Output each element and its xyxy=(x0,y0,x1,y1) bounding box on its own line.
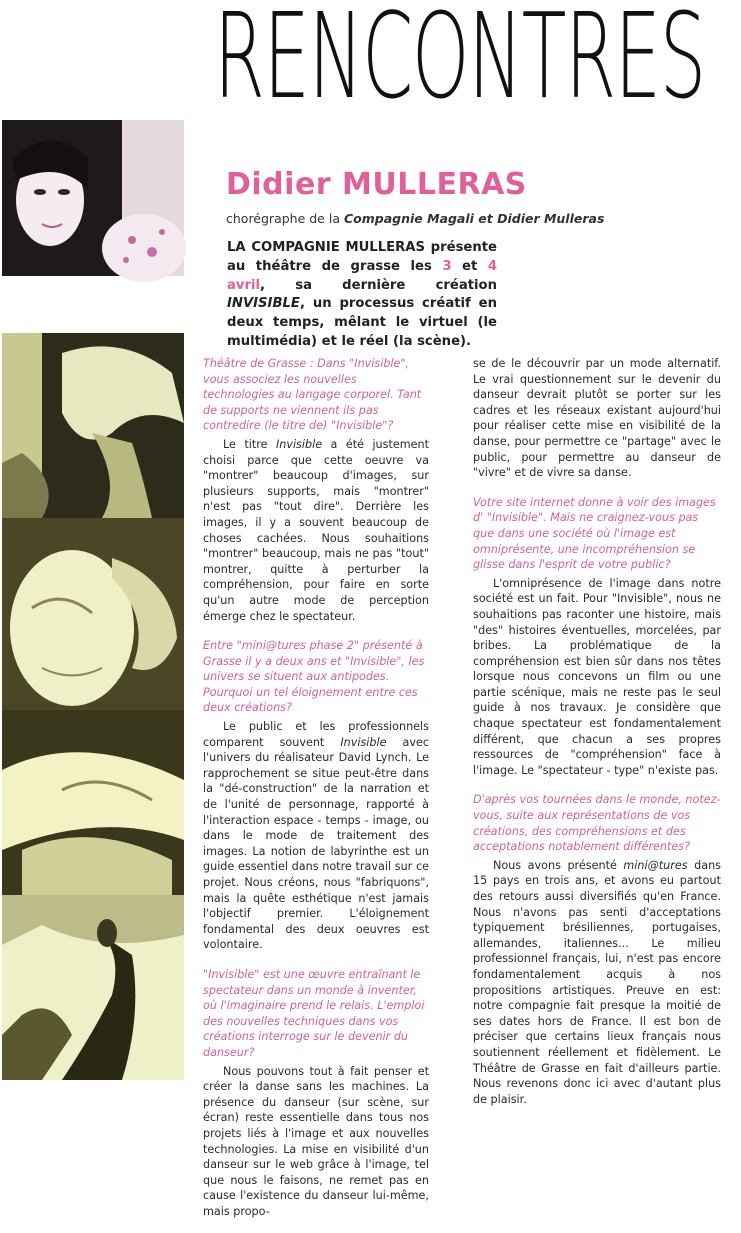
interview-answer xyxy=(203,719,429,953)
lead-text-2: , sa dernière création xyxy=(260,277,497,293)
lead-text-3: , un processus créatif en deux temps, mêlant le virtuel (le multimédia) et le réel (la scène). xyxy=(227,296,497,349)
lead-text-1: LA COMPAGNIE MULLERAS présente au théâtre de grasse les xyxy=(227,240,497,274)
interview-answer-continued: se de le découvrir par un mode alternatif. Le vrai questionnement sur le devenir du danseur devrait plutôt se porter sur les cadres et les réseaux existant aujourd'hui pour réaliser cette mise en visibilité de la danse, pour permettre ce "partage" avec le public, pour permettre au danseur de "vivre" et de vivre sa danse. xyxy=(473,357,721,480)
interview-question: Théâtre de Grasse : Dans "Invisible", vous associez les nouvelles technologies au langage corporel. Tant de supports ne viennent ils pas contredire (le titre de) "Invisible"? xyxy=(203,357,422,433)
answer-text: Nous avons présenté xyxy=(493,858,624,872)
lead-date-2: 4 avril xyxy=(227,258,497,293)
answer-text: Le titre xyxy=(223,437,276,451)
interview-question: "Invisible" est une œuvre entraînant le spectateur dans un monde à inventer, où l'imaginaire prend le relais. L'emploi des nouvelles techniques dans vos créations interroge sur le devenir du danseur? xyxy=(203,967,425,1059)
interview-answer xyxy=(203,437,429,624)
dancer-photo-1 xyxy=(2,333,184,518)
interview-question: D'après vos tournées dans le monde, notez-vous, suite aux représentations de vos créations, des compréhensions et des acceptations notablement différentes? xyxy=(473,793,721,854)
dancer-photo-2 xyxy=(2,518,184,710)
dancer-photo-3 xyxy=(2,710,184,895)
interview-answer xyxy=(473,576,721,779)
answer-emphasis: Invisible xyxy=(275,437,323,451)
answer-emphasis: mini@tures xyxy=(623,858,688,872)
dancer-photo-4 xyxy=(2,895,184,1080)
portrait-photo xyxy=(2,120,184,276)
answer-text: avec l'univers du réalisateur David Lynch. Le rapprochement se situe peut-être dans la "dé-construction" de la narration et de l'unité de personnage, rapporté à l'interaction espace - temps - image, ou dans le mode de traitement des images. La notion de labyrinthe est un guide essentiel dans notre travail sur ce projet. Nous créons, nous "fabriquons", mais la quête esthétique n'est jamais l'objectif premier. L'éloignement fondamental des deux oeuvres est volontaire. xyxy=(203,735,429,952)
answer-text: Le public et les professionnels comparent souvent xyxy=(203,720,429,749)
lead-date-1: 3 xyxy=(442,258,452,274)
interview-answer xyxy=(203,1064,429,1220)
lead-paragraph xyxy=(227,239,497,352)
answer-text: a été justement choisi parce que cette oeuvre va "montrer" beaucoup d'images, sur plusieurs supports, mais "montrer" n'est pas "tout dire". Derrière les images, il y a souvent beaucoup de choses cachées. Nous souhaitions "montrer" beaucoup, mais ne pas "tout" montrer, quitte à perturber la compréhension, pour faire en sorte qu'un autre mode de perception émerge chez le spectateur. xyxy=(203,437,429,623)
photo-strip xyxy=(0,120,188,1080)
lead-work-title: INVISIBLE xyxy=(227,296,300,312)
interviewee-name: Didier MULLERAS xyxy=(226,167,527,202)
answer-emphasis: Invisible xyxy=(340,735,387,749)
answer-text: L'omniprésence de l'image dans notre société est un fait. Pour "Invisible", nous ne souhaitions pas raconter une histoire, mais "des" histoires éventuelles, morcelées, par bribes. La problématique de la compréhension est bien sûr dans nos têtes lorsque nous concevons un film ou une partie scénique, mais ne reste pas le seul guide à nos travaux. Je considère que chaque spectateur est fondamentalement différent, que chacun a ses propres ressources de "compréhension" face à l'image. Le "spectateur - type" n'existe pas. xyxy=(473,576,721,777)
lead-and: et xyxy=(451,258,488,274)
role-prefix: chorégraphe de la xyxy=(226,211,344,226)
answer-text: dans 15 pays en trois ans, et avons eu partout des retours aussi diversifiés qu'en France. Nous n'avons pas senti d'acceptations typiquement brésiliennes, portugaises, allemandes, italiennes... Le milieu professionnel français, lui, n'est pas encore fondamentalement acquis à nos propositions artistiques. Preuve en est: notre compagnie fait presque la moitié de ses dates hors de France. Il est bon de préciser que certains lieux français nous soutiennent réellement et fidèlement. Le Théâtre de Grasse en fait d'ailleurs partie. Nous revenons donc ici avec d'autant plus de plaisir. xyxy=(473,858,722,1106)
interview-question: Entre "mini@tures phase 2" présenté à Grasse il y a deux ans et "Invisible", les univers se situent aux antipodes. Pourquoi un tel éloignement entre ces deux créations? xyxy=(203,639,425,715)
article-column-1 xyxy=(203,356,429,1233)
interview-question: Votre site internet donne à voir des images d' "Invisible". Mais ne craignez-vous pas que dans une société où l'image est omniprésente, une incompréhension se glisse dans l'esprit de votre public? xyxy=(473,495,716,572)
interviewee-role xyxy=(226,211,604,226)
article-column-2 xyxy=(473,356,721,1121)
section-title: RENCONTRES xyxy=(214,0,705,125)
answer-text: Nous pouvons tout à fait penser et créer la danse sans les machines. La présence du danseur (sur scène, sur écran) reste essentielle dans tous nos projets liés à l'image et aux nouvelles technologies. La mise en visibilité d'un danseur sur le web grâce à l'image, tel que nous le faisons, ne remet pas en cause l'existence du danseur lui-même, mais propo- xyxy=(203,1064,429,1218)
interview-answer xyxy=(473,858,721,1108)
company-name: Compagnie Magali et Didier Mulleras xyxy=(343,211,605,226)
